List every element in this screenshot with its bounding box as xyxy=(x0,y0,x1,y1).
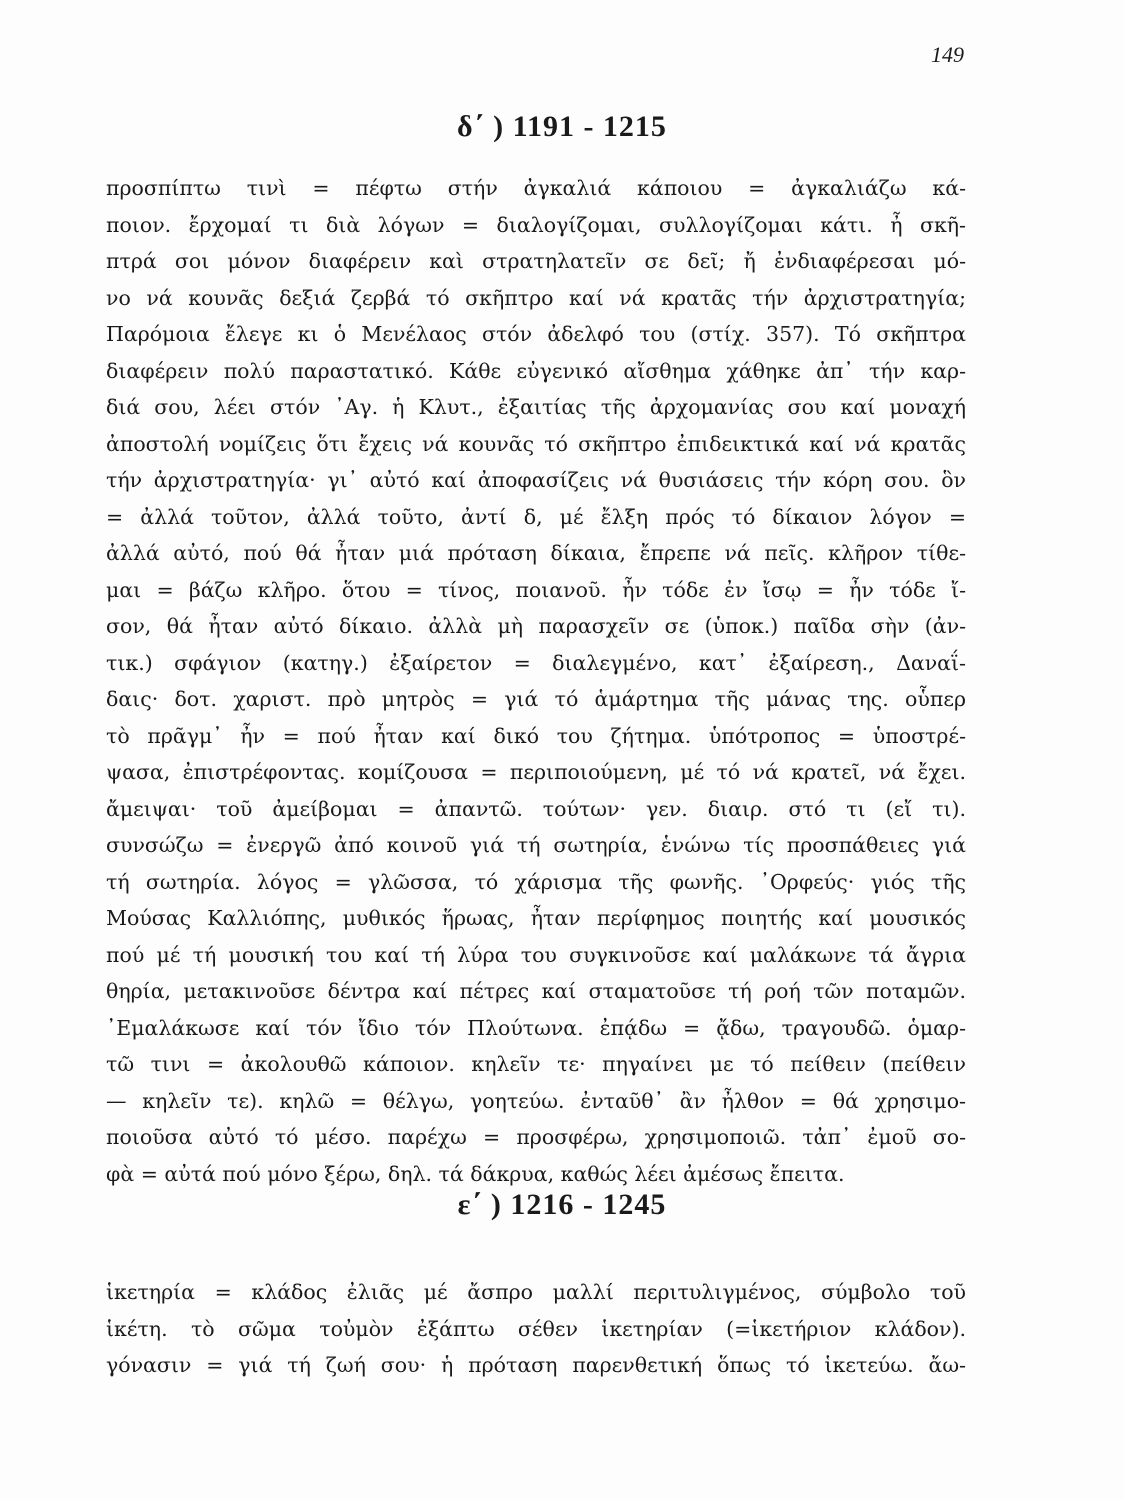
text-line: ἀποστολή νομίζεις ὅτι ἔχεις νά κουνᾶς τό σκῆπτρο ἐπιδεικτικά καί νά κρατᾶς xyxy=(106,431,966,456)
text-line: σον, θά ἦταν αὐτό δίκαιο. ἀλλὰ μὴ παρασχεῖν σε (ὑποκ.) παῖδα σὴν (ἀν- xyxy=(106,614,966,638)
text-line: δαις· δοτ. χαριστ. πρὸ μητρὸς = γιά τό ἁμάρτημα τῆς μάνας της. οὗπερ xyxy=(106,687,966,711)
text-line: Παρόμοια ἔλεγε κι ὁ Μενέλαος στόν ἀδελφό του (στίχ. 357). Τό σκῆπτρα xyxy=(106,322,966,346)
text-line: τή σωτηρία. λόγος = γλῶσσα, τό χάρισμα τῆς φωνῆς. ᾿Ορφεύς· γιός τῆς xyxy=(106,869,966,894)
text-line: τῶ τινι = ἀκολουθῶ κάποιον. κηλεῖν τε· πηγαίνει με τό πείθειν (πείθειν xyxy=(106,1052,966,1076)
text-line: συνσώζω = ἐνεργῶ ἀπό κοινοῦ γιά τή σωτηρία, ἑνώνω τίς προσπάθειες γιά xyxy=(106,833,966,857)
text-line: ἱκετηρία = κλάδος ἐλιᾶς μέ ἄσπρο μαλλί περιτυλιγμένος, σύμβολο τοῦ xyxy=(106,1280,966,1304)
text-line: μαι = βάζω κλῆρο. ὅτου = τίνος, ποιανοῦ. ἦν τόδε ἐν ἴσῳ = ἦν τόδε ἴ- xyxy=(106,577,966,602)
page-number: 149 xyxy=(931,42,964,67)
text-line: διαφέρειν πολύ παραστατικό. Κάθε εὐγενικό αἴσθημα χάθηκε ἀπ᾿ τήν καρ- xyxy=(106,358,966,383)
section-body-1 xyxy=(106,170,966,1192)
section-body-2 xyxy=(106,1274,966,1384)
text-line: ψασα, ἐπιστρέφοντας. κομίζουσα = περιποιούμενη, μέ τό νά κρατεῖ, νά ἔχει. xyxy=(106,760,966,784)
text-line: = ἀλλά τοῦτον, ἀλλά τοῦτο, ἀντί δ, μέ ἔλξη πρός τό δίκαιον λόγον = xyxy=(106,504,966,529)
text-line: τήν ἀρχιστρατηγία· γι᾿ αὐτό καί ἀποφασίζεις νά θυσιάσεις τήν κόρη σου. ὃν xyxy=(106,468,966,492)
text-line: — κηλεῖν τε). κηλῶ = θέλγω, γοητεύω. ἐνταῦθ᾿ ἂν ἦλθον = θά χρησιμο- xyxy=(106,1088,966,1113)
text-line: πτρά σοι μόνον διαφέρειν καὶ στρατηλατεῖν σε δεῖ; ἤ ἐνδιαφέρεσαι μό- xyxy=(106,249,966,273)
text-line: ἱκέτη. τὸ σῶμα τοὐμὸν ἐξάπτω σέθεν ἱκετηρίαν (=ἱκετήριον κλάδον). xyxy=(106,1316,966,1341)
text-line: ἀλλά αὐτό, πού θά ἦταν μιά πρόταση δίκαια, ἔπρεπε νά πεῖς. κλῆρον τίθε- xyxy=(106,541,966,565)
text-line: Μούσας Καλλιόπης, μυθικός ἥρωας, ἦταν περίφημος ποιητής καί μουσικός xyxy=(106,906,966,930)
text-line: προσπίπτω τινὶ = πέφτω στήν ἀγκαλιά κάποιου = ἀγκαλιάζω κά- xyxy=(106,176,966,200)
text-line: νο νά κουνᾶς δεξιά ζερβά τό σκῆπτρο καί νά κρατᾶς τήν ἀρχιστρατηγία; xyxy=(106,285,966,310)
text-line: τικ.) σφάγιον (κατηγ.) ἐξαίρετον = διαλεγμένο, κατ᾿ ἐξαίρεση., Δαναΐ- xyxy=(106,650,966,675)
text-line: θηρία, μετακινοῦσε δέντρα καί πέτρες καί σταματοῦσε τή ροή τῶν ποταμῶν. xyxy=(106,979,966,1003)
text-line: ᾿Εμαλάκωσε καί τόν ἴδιο τόν Πλούτωνα. ἐπᾴδω = ᾄδω, τραγουδῶ. ὁμαρ- xyxy=(106,1015,966,1040)
text-line: διά σου, λέει στόν ᾿Αγ. ἡ Κλυτ., ἐξαιτίας τῆς ἀρχομανίας σου καί μοναχή xyxy=(106,395,966,419)
text-line: ποιοῦσα αὐτό τό μέσο. παρέχω = προσφέρω, χρησιμοποιῶ. τἀπ᾿ ἐμοῦ σο- xyxy=(106,1125,966,1149)
text-line: ἄμειψαι· τοῦ ἀμείβομαι = ἀπαντῶ. τούτων· γεν. διαιρ. στό τι (εἴ τι). xyxy=(106,796,966,821)
text-line: τὸ πρᾶγμ᾿ ἦν = πού ἦταν καί δικό του ζήτημα. ὑπότροπος = ὑποστρέ- xyxy=(106,723,966,748)
text-line: γόνασιν = γιά τή ζωή σου· ἡ πρόταση παρενθετική ὅπως τό ἱκετεύω. ἄω- xyxy=(106,1353,966,1377)
section-heading-1191-1215: δ΄ ) 1191 - 1215 xyxy=(457,110,667,143)
text-line: φὰ = αὐτά πού μόνο ξέρω, δηλ. τά δάκρυα, καθώς λέει ἀμέσως ἔπειτα. xyxy=(106,1161,845,1186)
section-heading-1216-1245: ε΄ ) 1216 - 1245 xyxy=(457,1188,667,1221)
text-line: ποιον. ἔρχομαί τι διὰ λόγων = διαλογίζομαι, συλλογίζομαι κάτι. ἦ σκῆ- xyxy=(106,212,966,237)
text-line: πού μέ τή μουσική του καί τή λύρα του συγκινοῦσε καί μαλάκωνε τά ἄγρια xyxy=(106,942,966,967)
